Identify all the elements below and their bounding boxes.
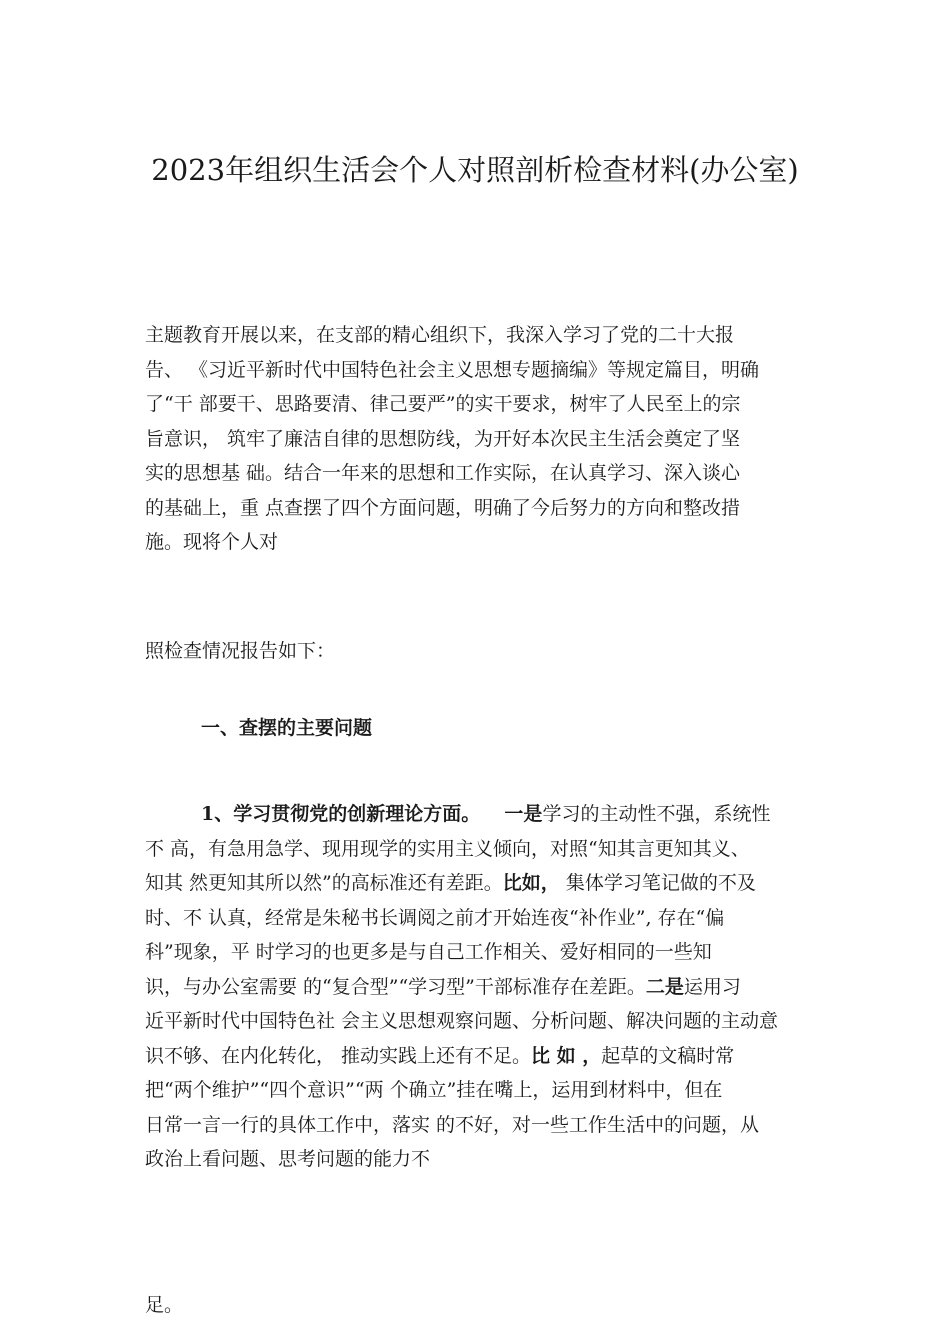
text-line: 的基础上，重 点查摆了四个方面问题，明确了今后努力的方向和整改措 — [145, 496, 741, 519]
item1-heading: 1、学习贯彻党的创新理论方面。 — [201, 803, 481, 825]
text-line: 告、 《习近平新时代中国特色社会主义思想专题摘编》等规定篇目，明确 — [145, 358, 760, 381]
line-suffix: 集体学习笔记做的不及 — [559, 872, 756, 894]
text-line: 近平新时代中国特色社 会主义思想观察问题、分析问题、解决问题的主动意 — [145, 1010, 779, 1032]
text-line: 实的思想基 础。结合一年来的思想和工作实际，在认真学习、深入谈心 — [145, 462, 741, 484]
text-line: 日常一言一行的具体工作中，落实 的不好，对一些工作生活中的问题，从 — [145, 1113, 760, 1136]
item1-paragraph — [145, 797, 815, 1177]
second-point-label: 二是 — [645, 975, 684, 998]
text-line: 政治上看问题、思考问题的能力不 — [145, 1148, 431, 1170]
text-line: 足。 — [145, 1294, 184, 1316]
first-point-text: 学习的主动性不强，系统性 — [542, 803, 771, 825]
example-label: 比 如 ， — [531, 1044, 602, 1067]
text-line: 主题教育开展以来，在支部的精心组织下，我深入学习了党的二十大报 — [145, 324, 735, 346]
intro-paragraph — [145, 318, 815, 560]
text-line: 施。现将个人对 — [145, 531, 279, 553]
line-suffix: 起草的文稿时常 — [601, 1044, 735, 1067]
intro-tail-paragraph — [145, 634, 815, 669]
text-line — [145, 797, 815, 832]
line-prefix: 知其 然更知其所以然”的高标准还有差距。 — [145, 872, 503, 894]
first-point-label: 一是 — [504, 803, 543, 825]
line-prefix: 识，与办公室需要 的“复合型”“学习型”干部标准存在差距。 — [145, 975, 646, 998]
text-line: 了“干 部要干、思路要清、律己要严”的实干要求，树牢了人民至上的宗 — [145, 393, 741, 415]
line-suffix: 运用习 — [683, 975, 741, 998]
text-line — [145, 1039, 815, 1074]
text-line — [145, 866, 815, 901]
text-line: 照检查情况报告如下： — [145, 640, 336, 662]
text-line: 科”现象，平 时学习的也更多是与自己工作相关、爱好相同的一些知 — [145, 941, 712, 963]
text-line: 时、不 认真，经常是朱秘书长调阅之前才开始连夜“补作业”, 存在“偏 — [145, 906, 725, 929]
item1-tail-paragraph — [145, 1288, 815, 1323]
section-heading: 一、查摆的主要问题 — [201, 717, 373, 739]
line-prefix: 识不够、在内化转化， 推动实践上还有不足。 — [145, 1044, 532, 1067]
text-line — [145, 970, 815, 1005]
text-line: 旨意识， 筑牢了廉洁自律的思想防线，为开好本次民主生活会奠定了坚 — [145, 427, 741, 450]
document-title: 2023年组织生活会个人对照剖析检查材料(办公室) — [151, 153, 799, 187]
text-line: 不 高，有急用急学、现用现学的实用主义倾向，对照“知其言更知其义、 — [145, 837, 750, 860]
example-label: 比如， — [502, 872, 560, 894]
text-line: 把“两个维护”“四个意识”“两 个确立”挂在嘴上，运用到材料中，但在 — [145, 1079, 723, 1101]
